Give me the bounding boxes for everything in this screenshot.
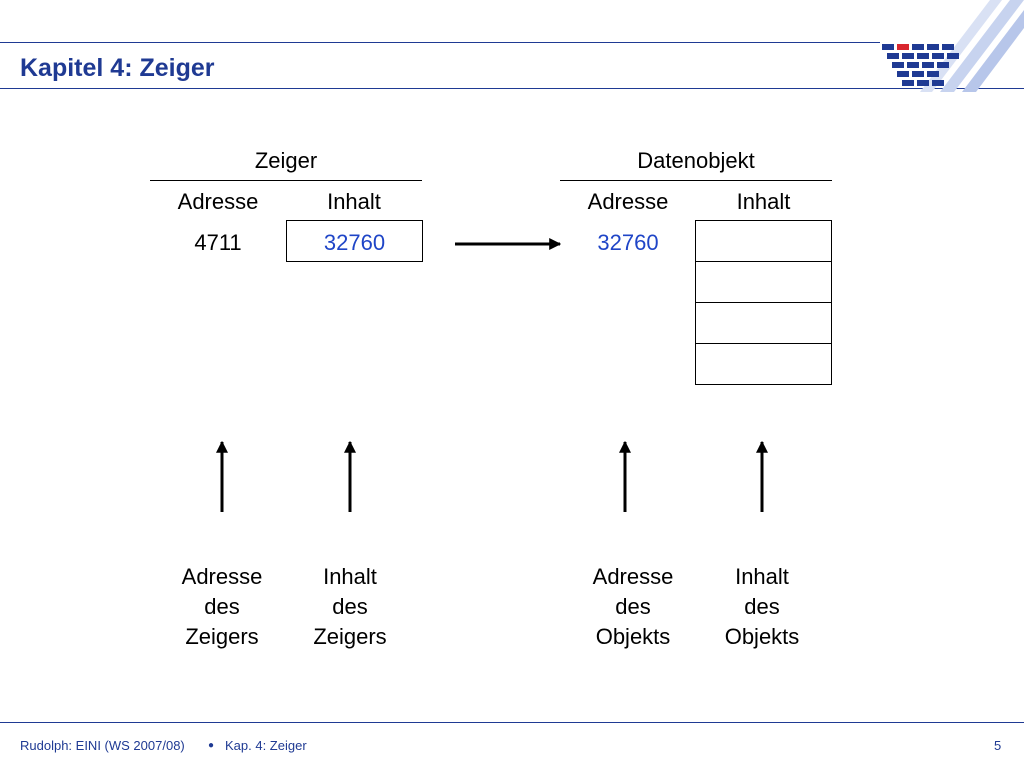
- caption-line: des: [744, 594, 780, 619]
- caption-line: Inhalt: [323, 564, 377, 589]
- footer-separator: ●: [208, 740, 215, 751]
- caption-line: Zeigers: [185, 624, 259, 649]
- object-col-address: Adresse: [587, 189, 669, 214]
- caption-line: Objekts: [724, 624, 800, 649]
- footer-author: Rudolph: EINI (WS 2007/08): [20, 738, 185, 753]
- object-table-heading: Datenobjekt: [637, 148, 755, 173]
- footer-page-number: 5: [994, 738, 1002, 753]
- caption-line: des: [615, 594, 651, 619]
- caption-line: des: [204, 594, 240, 619]
- object-col-content: Inhalt: [736, 189, 791, 214]
- pointer-col-address: Adresse: [177, 189, 259, 214]
- caption-line: Objekts: [595, 624, 671, 649]
- caption-pointer-address: [162, 562, 282, 652]
- caption-object-address: [573, 562, 693, 652]
- pointer-col-content: Inhalt: [327, 189, 381, 214]
- caption-line: Inhalt: [735, 564, 789, 589]
- pointer-address-value: 4711: [194, 230, 242, 255]
- footer-chapter: Kap. 4: Zeiger: [225, 738, 307, 753]
- caption-line: des: [332, 594, 368, 619]
- caption-pointer-content: [290, 562, 410, 652]
- caption-line: Adresse: [181, 564, 263, 589]
- pointer-table-heading: Zeiger: [254, 148, 318, 173]
- pointer-content-value: 32760: [323, 230, 386, 255]
- slide-title: Kapitel 4: Zeiger: [20, 54, 215, 82]
- footer-rule: [0, 722, 1024, 723]
- caption-object-content: [702, 562, 822, 652]
- object-address-value: 32760: [597, 230, 659, 255]
- caption-line: Adresse: [592, 564, 674, 589]
- caption-line: Zeigers: [313, 624, 387, 649]
